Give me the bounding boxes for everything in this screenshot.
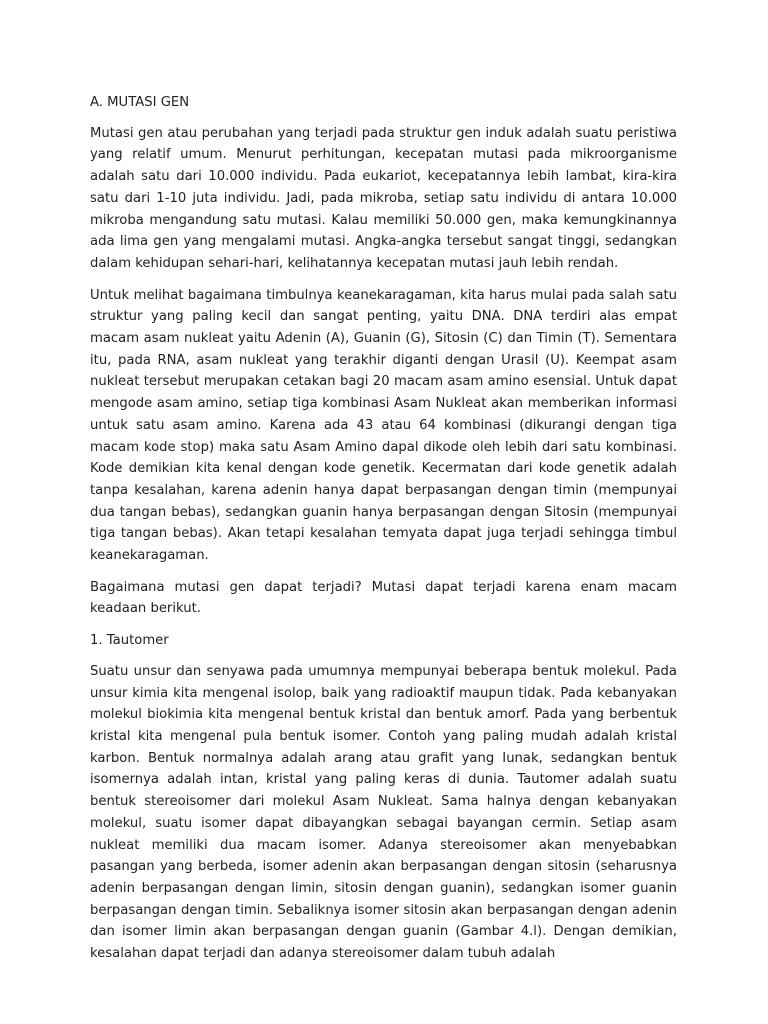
paragraph-mutation-rate: Mutasi gen atau perubahan yang terjadi pada struktur gen induk adalah suatu peristiwa yang relatif umum. Menurut perhitungan, kecepatan mutasi pada mikroorganisme adalah satu dari 10.000 individu. Pada eukariot, kecepatannya lebih lambat, kira-kira satu dari 1-10 juta individu. Jadi, pada mikroba, setiap satu individu di antara 10.000 mikroba mengandung satu mutasi. Kalau memiliki 50.000 gen, maka kemungkinannya ada lima gen yang mengalami mutasi. Angka-angka tersebut sangat tinggi, sedangkan dalam kehidupan sehari-hari, kelihatannya kecepatan mutasi jauh lebih rendah.	[90, 125, 677, 271]
subsection-heading: 1. Tautomer	[90, 633, 169, 649]
paragraph-tautomer: Suatu unsur dan senyawa pada umumnya mempunyai beberapa bentuk molekul. Pada unsur kimia kita mengenal isolop, baik yang radioaktif maupun tidak. Pada kebanyakan molekul biokimia kita mengenal bentuk kristal dan bentuk amorf. Pada yang berbentuk kristal kita mengenal pula bentuk isomer. Contoh yang paling mudah adalah kristal karbon. Bentuk normalnya adalah arang atau grafit yang Iunak, sedangkan bentuk isomernya adalah intan, kristal yang paling keras di dunia. Tautomer adalah suatu bentuk stereoisomer dari molekul Asam Nukleat. Sama halnya dengan kebanyakan molekul, suatu isomer dapat dibayangkan sebagai bayangan cermin. Setiap asam nukleat memiliki dua macam isomer. Adanya stereoisomer akan menyebabkan pasangan yang berbeda, isomer adenin akan berpasangan dengan sitosin (seharusnya adenin berpasangan dengan limin, sitosin dengan guanin), sedangkan isomer guanin berpasangan dengan timin. Sebaliknya isomer sitosin akan berpasangan dengan adenin dan isomer limin akan berpasangan dengan guanin (Gambar 4.l). Dengan demikian, kesalahan dapat terjadi dan adanya stereoisomer dalam tubuh adalah	[90, 663, 677, 962]
document-page	[90, 92, 677, 975]
section-heading: A. MUTASI GEN	[90, 95, 190, 110]
paragraph-mutation-causes: Bagaimana mutasi gen dapat terjadi? Mutasi dapat terjadi karena enam macam keadaan berikut.	[90, 579, 677, 617]
paragraph-dna-structure: Untuk melihat bagaimana timbulnya keanekaragaman, kita harus mulai pada salah satu struktur yang paling kecil dan sangat penting, yaitu DNA. DNA terdiri alas empat macam asam nukleat yaitu Adenin (A), Guanin (G), Sitosin (C) dan Timin (T). Sementara itu, pada RNA, asam nukleat yang terakhir diganti dengan Urasil (U). Keempat asam nukleat tersebut merupakan cetakan bagi 20 macam asam amino esensial. Untuk dapat mengode asam amino, setiap tiga kombinasi Asam Nukleat akan memberikan informasi untuk satu asam amino. Karena ada 43 atau 64 kombinasi (dikurangi dengan tiga macam kode stop) maka satu Asam Amino dapal dikode oleh lebih dari satu kombinasi. Kode demikian kita kenal dengan kode genetik. Kecermatan dari kode genetik adalah tanpa kesalahan, karena adenin hanya dapat berpasangan dengan timin (mempunyai dua tangan bebas), sedangkan guanin hanya berpasangan dengan Sitosin (mempunyai tiga tangan bebas). Akan tetapi kesalahan temyata dapat juga terjadi sehingga timbul keanekaragaman.	[90, 287, 677, 564]
